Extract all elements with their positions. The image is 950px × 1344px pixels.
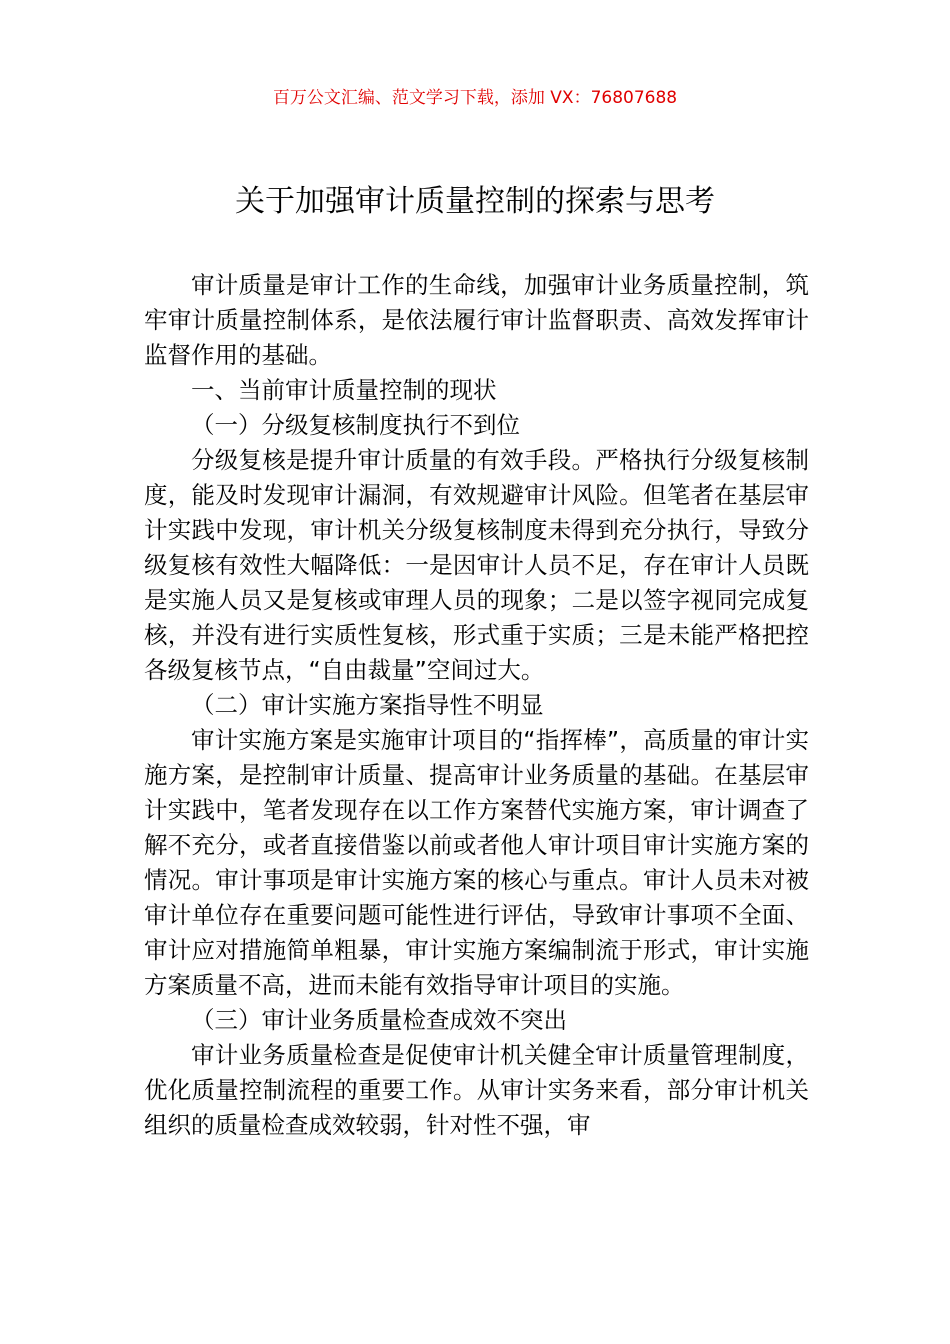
subsection-paragraph-2: 审计实施方案是实施审计项目的“指挥棒”，高质量的审计实施方案，是控制审计质量、提高审计业务质量的基础。在基层审计实践中，笔者发现存在以工作方案替代实施方案，审计调查了解不充分，或者直接借鉴以前或者他人审计项目审计实施方案的情况。审计事项是审计实施方案的核心与重点。审计人员未对被审计单位存在重要问题可能性进行评估，导致审计事项不全面、审计应对措施简单粗暴，审计实施方案编制流于形式，审计实施方案质量不高，进而未能有效指导审计项目的实施。 [144, 726, 809, 999]
subsection-heading-3: （三）审计业务质量检查成效不突出 [191, 1006, 567, 1034]
subsection-heading-2: （二）审计实施方案指导性不明显 [191, 691, 544, 719]
document-title: 关于加强审计质量控制的探索与思考 [235, 184, 715, 219]
header-promo-note: 百万公文汇编、范文学习下载，添加 VX：76807688 [272, 88, 678, 108]
section-heading-1: 一、当前审计质量控制的现状 [191, 376, 497, 404]
subsection-heading-1: （一）分级复核制度执行不到位 [191, 411, 520, 439]
subsection-paragraph-3: 审计业务质量检查是促使审计机关健全审计质量管理制度，优化质量控制流程的重要工作。从审计实务来看，部分审计机关组织的质量检查成效较弱，针对性不强，审 [144, 1041, 809, 1139]
document-body [144, 268, 809, 1143]
subsection-paragraph-1: 分级复核是提升审计质量的有效手段。严格执行分级复核制度，能及时发现审计漏洞，有效规避审计风险。但笔者在基层审计实践中发现，审计机关分级复核制度未得到充分执行，导致分级复核有效性大幅降低：一是因审计人员不足，存在审计人员既是实施人员又是复核或审理人员的现象；二是以签字视同完成复核，并没有进行实质性复核，形式重于实质；三是未能严格把控各级复核节点，“自由裁量”空间过大。 [144, 446, 809, 684]
intro-paragraph: 审计质量是审计工作的生命线，加强审计业务质量控制，筑牢审计质量控制体系，是依法履行审计监督职责、高效发挥审计监督作用的基础。 [144, 271, 809, 369]
